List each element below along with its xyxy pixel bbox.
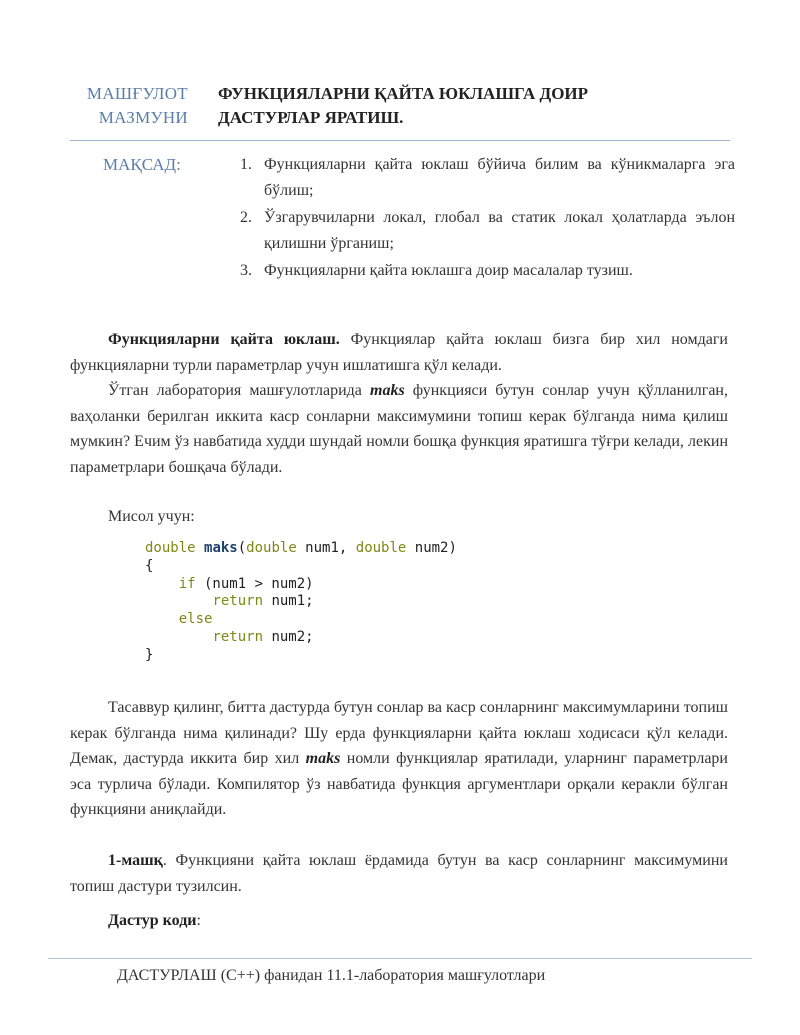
overload-paragraph: [70, 695, 728, 823]
intro-text: Функциялар қайта юклаш бизга бир хил номдаги функцияларни турли параметрлар учун ишлатишга қўл келади.: [70, 331, 728, 374]
lesson-title-line1: ФУНКЦИЯЛАРНИ ҚАЙТА ЮКЛАШГА ДОИР: [218, 84, 589, 103]
code-keyword: double: [355, 540, 407, 556]
goal-text: Функцияларни қайта юклаш бўйича билим ва кўникмаларга эга бўлиш;: [264, 156, 735, 199]
code-text: num2): [406, 540, 457, 556]
code-keyword: return: [212, 593, 264, 610]
intro-heading: Функцияларни қайта юклаш.: [108, 331, 340, 348]
goal-number: 1.: [240, 156, 252, 173]
code-text: (num1 > num2): [195, 575, 314, 592]
exercise-label: 1-машқ: [108, 852, 163, 869]
code-heading: Дастур коди: [108, 912, 197, 929]
code-keyword: double: [246, 540, 297, 556]
page-footer: ДАСТУРЛАШ (C++) фанидан 11.1-лаборатория машғулотлари: [117, 967, 546, 984]
code-keyword: double: [145, 540, 196, 556]
code-text: {: [145, 557, 154, 574]
goal-text: Функцияларни қайта юклашга доир масалалар тузиш.: [264, 262, 633, 279]
previous-lab-text-1: Ўтган лаборатория машғулотларида: [108, 382, 370, 399]
header-divider: [70, 140, 730, 141]
footer-divider: [48, 958, 752, 959]
lesson-label-line2: МАЗМУНИ: [98, 108, 188, 127]
code-keyword: if: [178, 575, 196, 592]
goal-item: [240, 205, 735, 256]
code-text: }: [145, 646, 154, 663]
goal-item: [240, 152, 735, 203]
lesson-title: [218, 82, 738, 130]
example-label: Мисол учун:: [108, 508, 195, 525]
lesson-title-line2: ДАСТУРЛАР ЯРАТИШ.: [218, 108, 404, 127]
goal-text: Ўзгарувчиларни локал, глобал ва статик локал ҳолатларда эълон қилишни ўрганиш;: [264, 209, 735, 252]
code-heading-paragraph: [70, 908, 728, 934]
goals-list: [240, 152, 735, 286]
goal-number: 2.: [240, 209, 252, 226]
code-keyword: else: [178, 611, 213, 628]
code-text: num1,: [296, 540, 356, 556]
overload-text-1: Тасаввур қилинг, битта дастурда бутун сонлар ва каср сонларнинг максимумларини топиш керак бўлганда нима қилинади? Шу ерда функцияларни қайта юклаш ходисаси қўл келади. Демак, дастурда иккита бир хил: [70, 699, 728, 767]
code-function-name: maks: [204, 540, 238, 556]
lesson-content-label: [60, 82, 188, 130]
goal-item: [240, 258, 735, 284]
code-example: [145, 540, 457, 665]
code-text: num1;: [263, 593, 314, 610]
overload-text-2: номли функциялар яратилади, уларнинг параметрлари эса турлича бўлади. Компилятор ўз навбатида функция аргументлари орқали керакли бўлган функцияни аниқлайди.: [70, 750, 728, 818]
maks-function-name: maks: [305, 750, 341, 767]
code-text: (: [237, 540, 247, 556]
previous-lab-paragraph: [70, 378, 728, 480]
exercise-paragraph: [70, 848, 728, 899]
intro-paragraph: [70, 327, 728, 378]
code-keyword: return: [212, 628, 264, 645]
code-text: num2;: [263, 628, 314, 645]
lesson-label-line1: МАШҒУЛОТ: [86, 84, 188, 103]
previous-lab-text-2: функцияси бутун сонлар учун қўлланилган, ваҳоланки берилган иккита каср сонларни максимумини топиш керак бўлганда нима қилиш мумкин? Ечим ўз навбатида худди шундай номли бошқа функция яратишга тўғри келади, лекин параметрлари бошқача бўлади.: [70, 382, 728, 476]
goal-number: 3.: [240, 262, 252, 279]
exercise-text: . Функцияни қайта юклаш ёрдамида бутун ва каср сонларнинг максимумини топиш дастури тузилсин.: [70, 852, 728, 895]
maks-function-name: maks: [370, 382, 405, 399]
code-heading-colon: :: [196, 912, 201, 929]
goals-label: МАҚСАД:: [103, 155, 181, 174]
